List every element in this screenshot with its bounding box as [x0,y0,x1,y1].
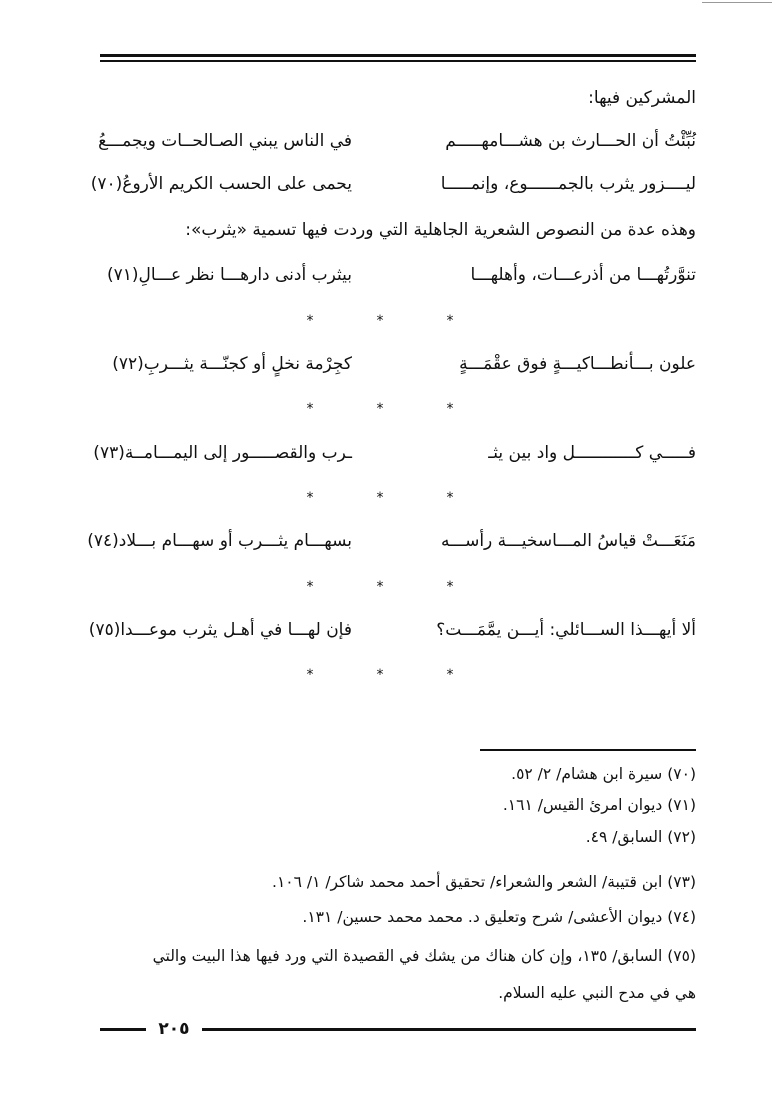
star-glyph: * [376,579,384,595]
verse-line [88,617,696,643]
verse-second-hemistich: كجِرْمة نخلٍ أو كجنّـــة يثـــربِ(٧٢) [112,354,352,374]
verse-first-hemistich: ألا أيهـــذا الســـائلي: أيـــن يمَّمَـــت؟ [436,620,696,640]
verse-line [100,262,696,288]
verse-line [93,440,696,466]
star-separator [300,665,460,685]
star-glyph: * [446,667,454,683]
star-glyph: * [446,579,454,595]
verse-second-hemistich: ـرب والقصـــــور إلى اليمـــامــة(٧٣) [93,443,352,463]
footnote: (٧٠) سيرة ابن هشام/ ٢/ ٥٢. [511,765,696,783]
star-glyph: * [306,579,314,595]
footer-rule-left [100,1028,146,1031]
footnote: (٧٣) ابن قتيبة/ الشعر والشعراء/ تحقيق أحمد محمد شاكر/ ١/ ١٠٦. [272,873,696,891]
verse-second-hemistich: فإن لهـــا في أهـل يثرب موعـــدا(٧٥) [88,620,352,640]
corner-rule [702,2,772,3]
verse-second-hemistich: بيثرب أدنى دارهـــا نظر عـــالِ(٧١) [107,265,352,285]
header-rule-thick [100,54,696,57]
star-glyph: * [306,401,314,417]
verse-line [100,351,696,377]
star-glyph: * [376,401,384,417]
star-glyph: * [446,313,454,329]
verse-first-hemistich: فـــــي كــــــــــــل واد بين يثـ [488,443,696,463]
star-separator [300,488,460,508]
verse-second-hemistich: بسهـــام يثـــرب أو سهـــام بـــلاد(٧٤) [87,531,352,551]
verse-first-hemistich: علون بـــأنطـــاكيـــةٍ فوق عقْمَـــةٍ [459,354,696,374]
star-glyph: * [376,490,384,506]
star-glyph: * [376,313,384,329]
verse-line [87,528,696,554]
verse-first-hemistich: تنوَّرتُهـــا من أذرعـــات، وأهلهـــا [470,265,696,285]
header-rule-thin [100,60,696,62]
star-separator [300,577,460,597]
intro-text: المشركين فيها: [588,88,696,108]
intro-text-2: وهذه عدة من النصوص الشعرية الجاهلية التي وردت فيها تسمية «يثرب»: [185,220,696,240]
footer-rule-right [202,1028,696,1031]
page-footer [100,1017,696,1041]
star-glyph: * [446,401,454,417]
footnote: (٧٥) السابق/ ١٣٥، وإن كان هناك من يشك في القصيدة التي ورد فيها هذا البيت والتي [152,947,696,965]
footnote: (٧٤) ديوان الأعشى/ شرح وتعليق د. محمد محمد حسين/ ١٣١. [302,908,696,926]
star-glyph: * [306,490,314,506]
verse-line [100,128,696,154]
footnote: هي في مدح النبي عليه السلام. [498,984,696,1002]
star-separator [300,399,460,419]
page-number: ٢٠٥ [158,1019,190,1039]
star-glyph: * [376,667,384,683]
verse-first-hemistich: ليــــزور يثرب بالجمــــــوع، وإنمـــــا [440,174,696,194]
verse-line [90,171,696,197]
footnote-rule [480,749,696,751]
footnote: (٧٢) السابق/ ٤٩. [585,828,696,846]
verse-second-hemistich: يحمى على الحسب الكريم الأروعُ(٧٠) [90,174,352,194]
footnote: (٧١) ديوان امرئ القيس/ ١٦١. [502,796,696,814]
verse-second-hemistich: في الناس يبني الصـالحــات ويجمـــعُ [98,131,352,151]
verse-first-hemistich: نُبِّئْتُ أن الحـــارث بن هشـــامهـــــم [445,131,696,151]
verse-first-hemistich: مَنَعَـــتْ قياسُ المـــاسخيـــة رأســـه [441,531,696,551]
star-glyph: * [446,490,454,506]
star-glyph: * [306,313,314,329]
star-separator [300,311,460,331]
star-glyph: * [306,667,314,683]
